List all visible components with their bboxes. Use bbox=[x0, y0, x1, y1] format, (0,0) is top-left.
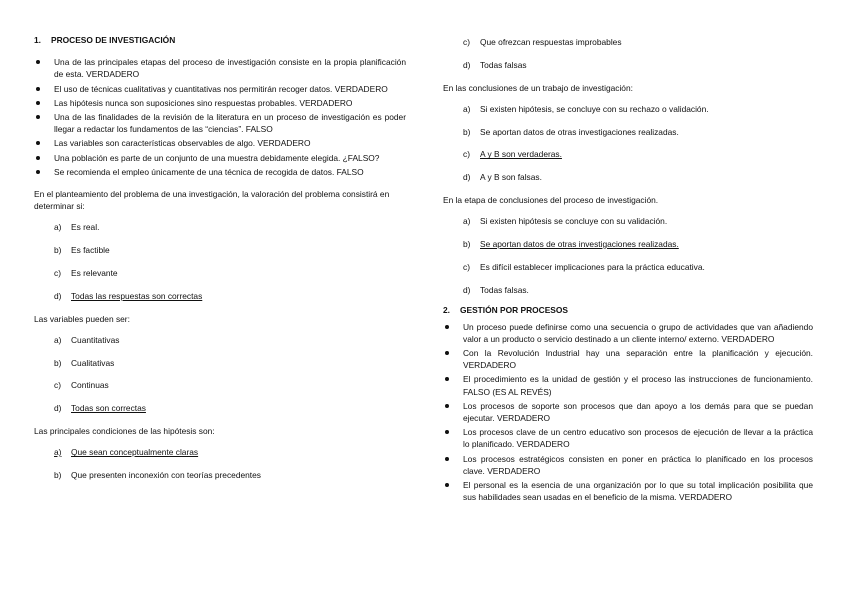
answer-option bbox=[54, 334, 406, 346]
option-letter: c) bbox=[463, 37, 470, 47]
option-letter: d) bbox=[54, 290, 62, 301]
option-text: Es real. bbox=[71, 222, 100, 233]
option-letter: c) bbox=[54, 268, 61, 279]
answer-option bbox=[54, 379, 406, 391]
list-item: Las hipótesis nunca son suposiciones sino respuestas probables. VERDADERO bbox=[34, 97, 406, 109]
option-text: Es difícil establecer implicaciones para la práctica educativa. bbox=[480, 261, 705, 272]
option-text: A y B son falsas. bbox=[480, 172, 542, 183]
option-letter: d) bbox=[463, 59, 471, 70]
question-text: En el planteamiento del problema de una investigación, la valoración del problema consistirá en determinar si: bbox=[34, 189, 390, 212]
section-heading-proceso bbox=[34, 34, 406, 46]
option-text: Es relevante bbox=[71, 268, 118, 279]
answer-option bbox=[54, 267, 406, 279]
answer-option-correct bbox=[54, 402, 406, 414]
answer-option-correct bbox=[54, 290, 406, 302]
list-item: Los procesos estratégicos consisten en poner en práctica lo planificado en los procesos clave. VERDADERO bbox=[443, 453, 813, 477]
heading-title: GESTIÓN POR PROCESOS bbox=[460, 305, 568, 316]
answer-option bbox=[54, 221, 406, 233]
list-item: Un proceso puede definirse como una secuencia o grupo de actividades que van añadiendo valor a un producto o servicio destinado a un cliente interno/ externo. VERDADERO bbox=[443, 321, 813, 345]
list-item: Una de las finalidades de la revisión de la literatura en un proceso de investigación es poder llegar a redactar los fundamentos de las “ciencias”. FALSO bbox=[34, 111, 406, 135]
option-letter: b) bbox=[54, 470, 62, 481]
answer-option bbox=[463, 59, 813, 71]
list-item: Se recomienda el empleo únicamente de una técnica de recogida de datos. FALSO bbox=[34, 166, 406, 178]
option-letter: a) bbox=[54, 447, 62, 458]
option-text: Se aportan datos de otras investigaciones realizadas. bbox=[480, 238, 679, 249]
option-letter: b) bbox=[463, 238, 471, 249]
option-letter: c) bbox=[54, 380, 61, 391]
option-text: Todas las respuestas son correctas bbox=[71, 290, 203, 301]
list-item: Los procesos clave de un centro educativo son procesos de ejecución de llevar a la práctica lo planificado. VERDADERO bbox=[443, 426, 813, 450]
option-text: Todas falsas. bbox=[480, 284, 529, 295]
option-text: Todas falsas bbox=[480, 59, 527, 70]
option-letter: d) bbox=[54, 403, 62, 414]
option-text: Si existen hipótesis, se concluye con su rechazo o validación. bbox=[480, 103, 709, 114]
list-item: Los procesos de soporte son procesos que dan apoyo a los demás para que se puedan ejecutar. VERDADERO bbox=[443, 400, 813, 424]
answer-option bbox=[463, 126, 813, 138]
option-text: Todas son correctas bbox=[71, 403, 146, 414]
option-text: Cualitativas bbox=[71, 357, 115, 368]
option-text: Se aportan datos de otras investigaciones realizadas. bbox=[480, 126, 679, 137]
list-item: Una de las principales etapas del proceso de investigación consiste en la propia planificación de esta. VERDADERO bbox=[34, 56, 406, 80]
option-letter: b) bbox=[463, 126, 471, 137]
heading-title: PROCESO DE INVESTIGACIÓN bbox=[51, 35, 176, 45]
answer-option bbox=[463, 103, 813, 115]
list-item: El personal es la esencia de una organización por lo que su total implicación posibilita que sus habilidades sean usadas en el beneficio de la misma. VERDADERO bbox=[443, 479, 813, 503]
option-letter: c) bbox=[463, 261, 470, 272]
statement-list bbox=[443, 321, 813, 504]
option-letter: b) bbox=[54, 245, 62, 256]
option-letter: a) bbox=[54, 334, 62, 345]
section-heading-gestion bbox=[443, 304, 813, 316]
answer-option bbox=[463, 36, 813, 48]
answer-option bbox=[54, 357, 406, 369]
option-letter: a) bbox=[463, 216, 471, 227]
statement-list bbox=[34, 56, 406, 178]
option-letter: d) bbox=[463, 172, 471, 183]
heading-number: 2. bbox=[443, 305, 450, 316]
question-text: En las conclusiones de un trabajo de investigación: bbox=[443, 82, 633, 93]
question-text: En la etapa de conclusiones del proceso de investigación. bbox=[443, 194, 659, 205]
option-text: Si existen hipótesis se concluye con su validación. bbox=[480, 216, 668, 227]
answer-option-correct bbox=[463, 238, 813, 250]
option-text: Que sean conceptualmente claras bbox=[71, 447, 199, 458]
list-item: El procedimiento es la unidad de gestión y el proceso las instrucciones de funcionamiento. FALSO (ES AL REVÉS) bbox=[443, 373, 813, 397]
heading-number: 1. bbox=[34, 35, 41, 45]
answer-option bbox=[54, 469, 406, 481]
option-letter: b) bbox=[54, 357, 62, 368]
option-text: A y B son verdaderas. bbox=[480, 149, 562, 160]
option-text: Que presenten inconexión con teorías precedentes bbox=[71, 470, 261, 481]
option-letter: c) bbox=[463, 149, 470, 160]
option-text: Que ofrezcan respuestas improbables bbox=[480, 37, 622, 47]
option-text: Cuantitativas bbox=[71, 334, 120, 345]
answer-option bbox=[463, 215, 813, 227]
answer-option-correct bbox=[54, 446, 406, 458]
list-item: Con la Revolución Industrial hay una separación entre la planificación y ejecución. VERDADERO bbox=[443, 347, 813, 371]
option-text: Es factible bbox=[71, 245, 110, 256]
answer-option bbox=[54, 244, 406, 256]
list-item: Las variables son características observables de algo. VERDADERO bbox=[34, 137, 406, 149]
answer-option bbox=[463, 284, 813, 296]
list-item: Una población es parte de un conjunto de una muestra debidamente elegida. ¿FALSO? bbox=[34, 152, 406, 164]
answer-option bbox=[463, 261, 813, 273]
option-letter: a) bbox=[463, 103, 471, 114]
question-text: Las principales condiciones de las hipótesis son: bbox=[34, 426, 215, 437]
right-column bbox=[443, 36, 813, 513]
option-letter: a) bbox=[54, 222, 62, 233]
list-item: El uso de técnicas cualitativas y cuantitativas nos permitirán recoger datos. VERDADERO bbox=[34, 83, 406, 95]
option-letter: d) bbox=[463, 284, 471, 295]
question-text: Las variables pueden ser: bbox=[34, 313, 130, 324]
answer-option bbox=[463, 171, 813, 183]
answer-option-correct bbox=[463, 148, 813, 160]
left-column bbox=[34, 34, 406, 492]
option-text: Continuas bbox=[71, 380, 109, 391]
